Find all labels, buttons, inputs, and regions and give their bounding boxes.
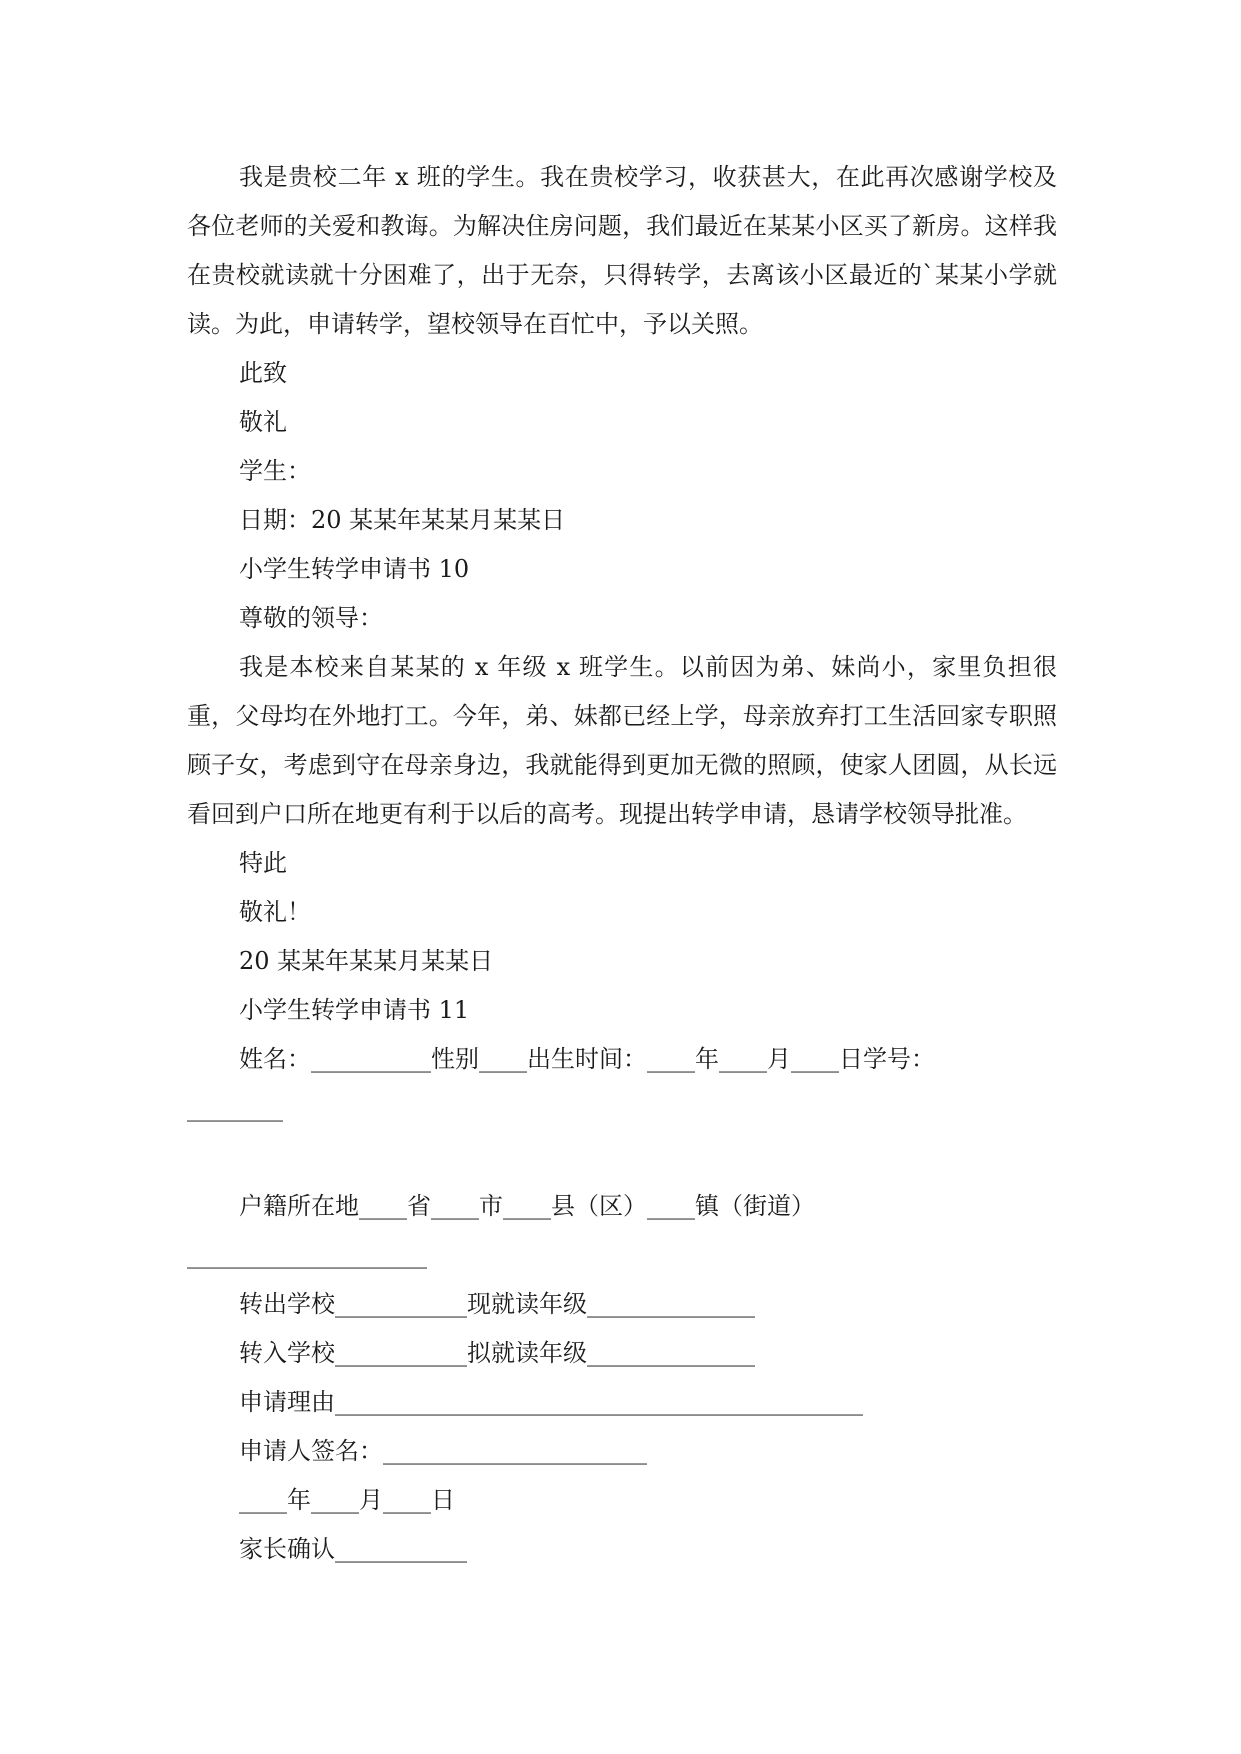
form-reason: 申请理由____________________________________________ [239,1388,863,1416]
salutation: 敬礼！ [239,898,311,926]
letter-date: 日期：20 某某年某某月某某日 [239,506,566,534]
form-date-blank: ____年____月____日 [239,1486,455,1514]
section-title: 小学生转学申请书 10 [239,555,470,583]
body-paragraph: 我是贵校二年 x 班的学生。我在贵校学习，收获甚大，在此再次感谢学校及各位老师的关爱和教诲。为解决住房问题，我们最近在某某小区买了新房。这样我在贵校就读就十分困难了，出于无奈，只得转学，去离该小区最近的`某某小学就读。为此，申请转学，望校领导在百忙中，予以关照。 [187,163,1057,338]
form-parent-confirm: 家长确认___________ [239,1535,467,1563]
section-title: 小学生转学申请书 11 [239,996,470,1024]
spacer [187,1133,1057,1182]
form-transfer-out: 转出学校___________现就读年级______________ [239,1290,755,1318]
form-student-id-blank: ________ [187,1094,283,1122]
greeting: 尊敬的领导： [239,604,383,632]
body-paragraph: 我是本校来自某某的 x 年级 x 班学生。以前因为弟、妹尚小，家里负担很重，父母均在外地打工。今年，弟、妹都已经上学，母亲放弃打工生活回家专职照顾子女，考虑到守在母亲身边，我就能得到更加无微的照顾，使家人团圆，从长远看回到户口所在地更有利于以后的高考。现提出转学申请，恳请学校领导批准。 [187,653,1057,828]
document-page [187,153,1057,1574]
closing-phrase: 特此 [239,849,287,877]
student-signature-label: 学生： [239,457,311,485]
form-name-line: 姓名：__________性别____出生时间：____年____月____日学号： [239,1045,935,1073]
salutation: 敬礼 [239,408,287,436]
form-household-line: 户籍所在地____省____市____县（区）____镇（街道） [239,1192,815,1220]
form-applicant-signature: 申请人签名：______________________ [239,1437,647,1465]
letter-date: 20 某某年某某月某某日 [239,947,494,975]
closing-phrase: 此致 [239,359,287,387]
form-transfer-in: 转入学校___________拟就读年级______________ [239,1339,755,1367]
form-household-blank: ____________________ [187,1241,427,1269]
